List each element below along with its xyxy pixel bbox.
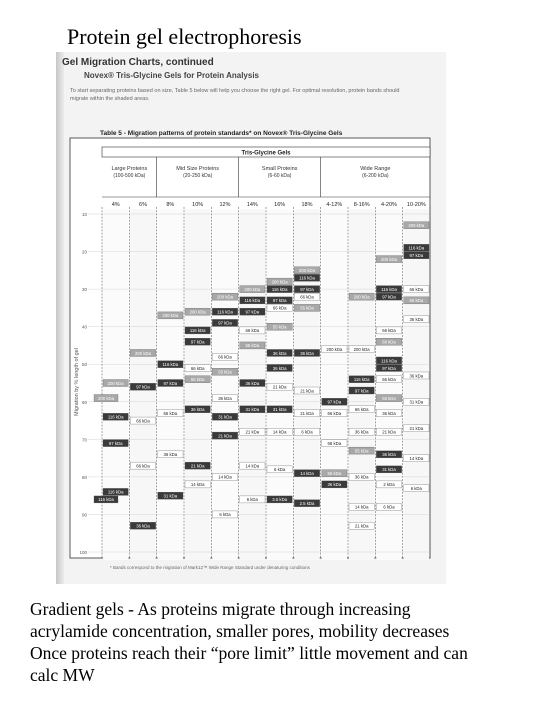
protein-band (376, 451, 401, 458)
protein-band (158, 410, 183, 417)
protein-band (294, 387, 319, 394)
protein-band (103, 413, 128, 420)
band-label: 2 kDa (383, 482, 395, 488)
protein-band (240, 462, 265, 469)
protein-band (240, 380, 265, 387)
protein-band (349, 387, 374, 394)
band-label: 6 kDa (219, 512, 231, 518)
protein-band (404, 286, 429, 293)
gel-lane (294, 209, 319, 560)
band-label: 116 kDa (381, 358, 397, 364)
band-label: 97 kDa (327, 399, 342, 405)
protein-band (349, 346, 374, 353)
protein-band (103, 380, 128, 387)
protein-band (267, 406, 292, 413)
band-label: 200 kDa (162, 313, 179, 319)
protein-band (130, 522, 155, 529)
group-range: (20-250 kDa) (183, 173, 213, 179)
band-label: 116 kDa (162, 362, 179, 368)
protein-band (294, 349, 319, 356)
y-tick-label: 20 (81, 249, 87, 255)
protein-band (240, 327, 265, 334)
protein-band (349, 376, 374, 383)
band-label: 97 kDa (136, 384, 150, 390)
band-label: 31 kDa (245, 407, 260, 413)
protein-band (212, 368, 237, 375)
band-label: 21 kDa (354, 523, 369, 529)
band-label: 97 kDa (245, 309, 260, 315)
protein-band (404, 252, 429, 259)
protein-band (267, 286, 292, 293)
band-label: 21 kDa (190, 463, 205, 469)
protein-band (376, 376, 401, 383)
band-label: 116 kDa (244, 298, 261, 304)
band-label: 200 kDa (353, 347, 370, 352)
band-label: 200 kDa (326, 347, 343, 352)
band-label: 116 kDa (299, 275, 315, 281)
band-label: 6 kDa (274, 467, 286, 473)
protein-band (376, 364, 401, 371)
gel-label: 4-12% (326, 202, 343, 208)
protein-band (376, 410, 401, 417)
band-label: 66 kDa (409, 286, 424, 292)
band-label: 200 kDa (97, 395, 115, 401)
gel-label: 4-20% (381, 202, 397, 208)
protein-band (240, 496, 265, 503)
protein-band (322, 440, 347, 447)
band-label: 55 kDa (190, 377, 205, 383)
band-label: 97 kDa (108, 440, 123, 446)
protein-band (212, 432, 237, 439)
band-label: 3.5 kDa (272, 497, 288, 503)
gel-label: 8% (166, 202, 175, 208)
band-label: 36 kDa (327, 482, 342, 488)
protein-band (294, 500, 319, 507)
band-label: 116 kDa (353, 377, 370, 383)
protein-band (103, 440, 128, 447)
protein-band (404, 316, 429, 323)
band-label: 21 kDa (382, 429, 396, 435)
band-label: 36 kDa (354, 429, 369, 435)
protein-band (294, 410, 319, 417)
band-label: 31 kDa (272, 407, 287, 413)
protein-band (267, 323, 292, 330)
gel-label: 14% (246, 202, 258, 208)
y-tick-label: 80 (81, 474, 87, 480)
band-label: 55 kDa (409, 298, 424, 304)
protein-band (349, 473, 374, 480)
protein-band (185, 308, 210, 315)
protein-band (376, 286, 401, 293)
band-label: 66 kDa (163, 410, 178, 416)
protein-band (294, 470, 319, 477)
protein-band (376, 481, 401, 488)
protein-band (103, 488, 128, 495)
protein-band (349, 293, 374, 300)
band-label: 116 kDa (107, 489, 124, 495)
band-label: 36 kDa (245, 380, 260, 386)
group-label: Small Proteins (261, 166, 298, 172)
band-label: 14 kDa (409, 455, 424, 461)
y-tick-label: 90 (81, 512, 87, 518)
protein-band (294, 293, 319, 300)
gel-label: 12% (219, 202, 231, 208)
protein-band (322, 398, 347, 405)
protein-band (322, 481, 347, 488)
scanned-migration-chart (56, 52, 446, 584)
group-range: (6-60 kDa) (267, 173, 292, 179)
protein-band (376, 327, 401, 334)
protein-band (94, 395, 118, 402)
band-label: 66 kDa (382, 339, 396, 345)
band-label: 200 kDa (408, 223, 425, 229)
band-label: 66 kDa (245, 328, 260, 334)
y-tick-label: 70 (81, 437, 87, 443)
gel-lane (322, 209, 347, 560)
protein-band (322, 470, 347, 477)
band-label: 66 kDa (327, 410, 342, 416)
protein-band (130, 462, 155, 469)
band-label: 200 kDa (189, 309, 206, 315)
protein-band (130, 383, 155, 390)
band-label: 66 kDa (136, 463, 150, 469)
y-tick-label: 60 (81, 399, 87, 405)
protein-band (212, 511, 237, 518)
band-label: 36 kDa (218, 395, 232, 401)
protein-band (404, 222, 429, 229)
gel-label: 4% (111, 202, 120, 208)
band-label: 31 kDa (218, 414, 232, 420)
body-line: Once proteins reach their “pore limit” little movement and can (30, 643, 468, 663)
band-label: 116 kDa (381, 286, 397, 292)
band-label: 36 kDa (190, 407, 205, 413)
band-label: 55 kDa (327, 470, 342, 476)
scan-intro-line: migrate within the shaded areas. (70, 96, 150, 102)
band-label: 36 kDa (354, 474, 369, 480)
gel-lane (212, 209, 237, 560)
protein-band (158, 492, 183, 499)
gel-label: 8-16% (353, 202, 370, 208)
protein-band (376, 256, 401, 263)
band-label: 116 kDa (189, 328, 206, 334)
band-label: 31 kDa (382, 467, 396, 473)
protein-band (404, 425, 429, 432)
protein-band (240, 406, 265, 413)
protein-band (185, 327, 210, 334)
band-label: 6 kDa (410, 485, 422, 491)
gel-label: 10% (192, 202, 204, 208)
protein-band (349, 522, 374, 529)
protein-band (212, 308, 237, 315)
band-label: 200 kDa (298, 268, 316, 274)
band-label: 36 kDa (409, 373, 424, 379)
band-label: 66 kDa (190, 365, 205, 371)
body-line: acrylamide concentration, smaller pores, mobility decreases (30, 621, 450, 641)
protein-band (185, 364, 210, 371)
band-label: 55 kDa (218, 369, 232, 375)
gel-lane (404, 209, 429, 560)
y-axis-label: Migration by % length of gel (74, 348, 80, 416)
slide-body (30, 598, 530, 686)
band-label: 14 kDa (245, 463, 260, 469)
band-label: 97 kDa (218, 320, 232, 326)
band-label: 97 kDa (190, 339, 205, 345)
protein-band (158, 380, 183, 387)
y-tick-label: 30 (81, 287, 87, 293)
protein-band (212, 395, 237, 402)
protein-band (130, 349, 155, 356)
band-label: 36 kDa (409, 316, 424, 322)
protein-band (294, 428, 319, 435)
band-label: 66 kDa (354, 407, 369, 413)
band-label: 31 kDa (163, 493, 178, 499)
protein-band (376, 428, 401, 435)
band-label: 14 kDa (272, 429, 287, 435)
band-label: 200 kDa (134, 350, 152, 356)
band-label: 97 kDa (272, 298, 287, 304)
band-label: 14 kDa (300, 470, 314, 476)
band-label: 116 kDa (408, 245, 425, 251)
protein-band (212, 293, 237, 300)
protein-band (240, 428, 265, 435)
protein-band (404, 297, 429, 304)
band-label: 116 kDa (107, 414, 124, 420)
band-label: 97 kDa (382, 365, 396, 371)
band-label: 36 kDa (272, 365, 287, 371)
band-label: 21 kDa (300, 410, 314, 416)
protein-band (404, 485, 429, 492)
body-line: calc MW (30, 665, 95, 685)
y-tick-label: 10 (81, 212, 87, 217)
scan-heading: Gel Migration Charts, continued (62, 57, 214, 68)
protein-band (240, 342, 265, 349)
scan-intro-line: To start separating proteins based on size, Table 5 below will help you choose the right gel. For optimal resolution, protein bands should (70, 88, 400, 94)
protein-band (240, 286, 265, 293)
protein-band (404, 372, 429, 379)
protein-band (158, 451, 183, 458)
protein-band (322, 346, 347, 353)
protein-band (94, 496, 118, 503)
protein-band (349, 428, 374, 435)
band-label: 200 kDa (353, 294, 370, 300)
protein-band (376, 503, 401, 510)
protein-band (158, 312, 183, 319)
band-label: 200 kDa (271, 279, 288, 285)
band-label: 2.5 kDa (299, 500, 315, 506)
band-label: 66 kDa (272, 305, 287, 311)
protein-band (212, 319, 237, 326)
band-label: 97 kDa (300, 286, 314, 292)
band-label: 116 kDa (98, 497, 114, 503)
protein-band (267, 496, 292, 503)
y-tick-label: 40 (81, 324, 87, 330)
band-label: 31 kDa (409, 399, 424, 405)
group-range: (6-200 kDa) (362, 173, 389, 179)
band-label: 200 kDa (107, 380, 124, 386)
protein-band (185, 481, 210, 488)
protein-band (240, 308, 265, 315)
y-tick-label: 100 (79, 550, 87, 555)
band-label: 21 kDa (272, 384, 287, 390)
group-label: Wide Range (360, 166, 391, 172)
protein-band (349, 406, 374, 413)
band-label: 14 kDa (354, 504, 369, 510)
band-label: 200 kDa (380, 256, 398, 262)
gel-label: 10-20% (406, 202, 426, 208)
group-label: Mid Size Proteins (176, 166, 220, 172)
protein-band (294, 286, 319, 293)
group-label: Large Proteins (111, 166, 148, 172)
table-footnote: * Bands correspond to the migration of Mark12™ Wide Range Standard under denaturing conditions (110, 565, 310, 570)
protein-band (267, 349, 292, 356)
band-label: 55 kDa (300, 305, 314, 311)
band-label: 200 kDa (244, 286, 261, 292)
protein-band (294, 304, 319, 311)
protein-band (267, 383, 292, 390)
protein-band (212, 473, 237, 480)
band-label: 36 kDa (300, 350, 314, 356)
migration-table (56, 52, 446, 584)
band-label: 116 kDa (217, 309, 233, 315)
group-range: (100-500 kDa) (113, 173, 146, 179)
slide-title: Protein gel electrophoresis (67, 24, 302, 49)
band-label: 55 kDa (245, 343, 260, 349)
band-label: 55 kDa (272, 324, 287, 330)
protein-band (240, 297, 265, 304)
protein-band (267, 304, 292, 311)
protein-band (376, 357, 401, 364)
band-label: 66 kDa (382, 377, 396, 383)
band-label: 66 kDa (300, 294, 314, 300)
band-label: 6 kDa (246, 497, 258, 503)
band-label: 6 kDa (301, 429, 313, 435)
band-label: 36 kDa (136, 523, 150, 529)
protein-band (130, 417, 155, 424)
scan-subheading: Novex® Tris-Glycine Gels for Protein Analysis (84, 71, 259, 80)
band-label: 14 kDa (190, 482, 205, 488)
protein-band (376, 466, 401, 473)
band-label: 55 kDa (382, 395, 396, 401)
band-label: 200 kDa (216, 294, 234, 300)
band-label: 21 kDa (300, 388, 314, 394)
body-line: Gradient gels - As proteins migrate through increasing (30, 599, 411, 619)
protein-band (376, 293, 401, 300)
protein-band (404, 455, 429, 462)
protein-band (185, 338, 210, 345)
table-header-text: Tris-Glycine Gels (241, 150, 291, 157)
y-tick-label: 50 (81, 362, 87, 368)
protein-band (185, 462, 210, 469)
band-label: 66 kDa (382, 328, 396, 334)
gel-lane (185, 209, 210, 560)
band-label: 68 kDa (327, 440, 342, 446)
band-label: 21 kDa (409, 425, 424, 431)
band-label: 36 kDa (272, 350, 287, 356)
protein-band (404, 398, 429, 405)
band-label: 55 kDa (354, 448, 369, 454)
band-label: 66 kDa (218, 354, 232, 360)
protein-band (349, 447, 374, 454)
protein-band (349, 503, 374, 510)
protein-band (267, 364, 292, 371)
protein-band (185, 406, 210, 413)
band-label: 21 kDa (245, 429, 260, 435)
band-label: 116 kDa (271, 286, 288, 292)
band-label: 14 kDa (218, 474, 232, 480)
band-label: 6 kDa (383, 504, 395, 510)
protein-band (322, 410, 347, 417)
band-label: 36 kDa (382, 452, 396, 458)
protein-band (267, 428, 292, 435)
band-label: 36 kDa (382, 410, 396, 416)
band-label: 36 kDa (163, 452, 178, 458)
protein-band (158, 361, 183, 368)
band-label: 21 kDa (218, 433, 232, 439)
protein-band (267, 297, 292, 304)
protein-band (294, 274, 319, 281)
protein-band (212, 413, 237, 420)
band-label: 97 kDa (382, 294, 396, 300)
protein-band (185, 376, 210, 383)
band-label: 66 kDa (136, 418, 150, 424)
gel-label: 18% (301, 202, 313, 208)
band-label: 97 kDa (409, 253, 424, 259)
protein-band (376, 395, 401, 402)
protein-band (212, 353, 237, 360)
table-caption: Table 5 - Migration patterns of protein standards* on Novex® Tris-Glycine Gels (100, 130, 343, 137)
gel-label: 6% (139, 202, 147, 208)
band-label: 97 kDa (163, 380, 178, 386)
gel-label: 16% (274, 202, 286, 208)
protein-band (404, 244, 429, 251)
protein-band (267, 466, 292, 473)
band-label: 97 kDa (354, 388, 369, 394)
protein-band (376, 338, 401, 345)
protein-band (294, 267, 319, 274)
protein-band (267, 278, 292, 285)
